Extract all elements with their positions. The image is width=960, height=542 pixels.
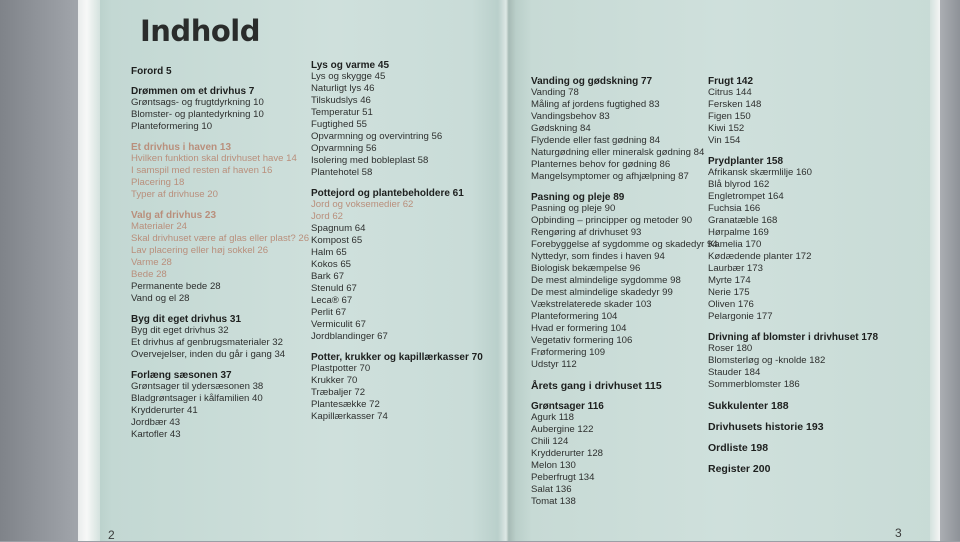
toc-entry: Planteformering 104 <box>531 311 618 322</box>
toc-section-heading: Vanding og gødskning 77 <box>531 76 653 87</box>
toc-entry: Jord og voksemedier 62 <box>311 199 414 210</box>
toc-section-heading: Pottejord og plantebeholdere 61 <box>311 188 464 199</box>
toc-entry: Krukker 70 <box>311 375 358 386</box>
toc-entry: Pasning og pleje 90 <box>531 203 616 214</box>
toc-entry: Naturligt lys 46 <box>311 83 375 94</box>
toc-entry: Myrte 174 <box>708 275 751 286</box>
toc-entry: Kamelia 170 <box>708 239 762 250</box>
toc-entry: Udstyr 112 <box>531 359 577 370</box>
toc-entry: Kiwi 152 <box>708 123 745 134</box>
toc-entry: Figen 150 <box>708 111 751 122</box>
toc-entry: Stenuld 67 <box>311 283 357 294</box>
toc-entry: Bede 28 <box>131 269 167 280</box>
toc-entry: Rengøring af drivhuset 93 <box>531 227 642 238</box>
toc-entry: Engletrompet 164 <box>708 191 784 202</box>
toc-entry: Granatæble 168 <box>708 215 778 226</box>
page-title: Indhold <box>140 14 260 48</box>
toc-entry: Halm 65 <box>311 247 347 258</box>
toc-entry: Isolering med bobleplast 58 <box>311 155 429 166</box>
toc-entry: Varme 28 <box>131 257 172 268</box>
toc-entry: Flydende eller fast gødning 84 <box>531 135 661 146</box>
toc-entry: Krydderurter 128 <box>531 448 603 459</box>
toc-section-heading: Frugt 142 <box>708 76 754 87</box>
toc-entry: Placering 18 <box>131 177 185 188</box>
toc-entry: Blå blyrod 162 <box>708 179 770 190</box>
toc-entry: Frøformering 109 <box>531 347 606 358</box>
toc-entry: Bladgrøntsager i kålfamilien 40 <box>131 393 263 404</box>
toc-entry: Kompost 65 <box>311 235 363 246</box>
toc-entry: De mest almindelige skadedyr 99 <box>531 287 673 298</box>
toc-entry: Laurbær 173 <box>708 263 763 274</box>
toc-entry: Roser 180 <box>708 343 753 354</box>
toc-entry: Kapillærkasser 74 <box>311 411 388 422</box>
toc-entry: Fuchsia 166 <box>708 203 761 214</box>
toc-column-4 <box>708 76 878 475</box>
toc-entry: Opvarmning 56 <box>311 143 377 154</box>
toc-entry: Aubergine 122 <box>531 424 594 435</box>
toc-entry: Forebyggelse af sygdomme og skadedyr 94 <box>531 239 718 250</box>
toc-entry: Materialer 24 <box>131 221 187 232</box>
page-edge-right <box>930 0 940 541</box>
toc-entry: Tilskudslys 46 <box>311 95 371 106</box>
toc-entry: Lav placering eller høj sokkel 26 <box>131 245 269 256</box>
toc-column-3 <box>531 76 718 508</box>
toc-entry: Pelargonie 177 <box>708 311 773 322</box>
toc-section-heading: Drømmen om et drivhus 7 <box>131 86 255 97</box>
toc-section-heading: Sukkulenter 188 <box>708 400 789 412</box>
toc-entry: Vækstrelaterede skader 103 <box>531 299 652 310</box>
toc-entry: Spagnum 64 <box>311 223 366 234</box>
toc-entry: Byg dit eget drivhus 32 <box>131 325 229 336</box>
toc-entry: Bark 67 <box>311 271 345 282</box>
toc-entry: Chili 124 <box>531 436 569 447</box>
toc-entry: Afrikansk skærmlilje 160 <box>708 167 812 178</box>
toc-entry: Salat 136 <box>531 484 572 495</box>
toc-entry: De mest almindelige sygdomme 98 <box>531 275 681 286</box>
toc-section-heading: Et drivhus i haven 13 <box>131 142 232 153</box>
toc-entry: Nyttedyr, som findes i haven 94 <box>531 251 665 262</box>
toc-entry: Nerie 175 <box>708 287 750 298</box>
toc-section-heading: Forlæng sæsonen 37 <box>131 370 232 381</box>
toc-entry: Oliven 176 <box>708 299 754 310</box>
toc-section-heading: Potter, krukker og kapillærkasser 70 <box>311 352 483 363</box>
toc-entry: Planternes behov for gødning 86 <box>531 159 671 170</box>
toc-section-heading: Prydplanter 158 <box>708 156 784 167</box>
toc-section-heading: Lys og varme 45 <box>311 60 390 71</box>
toc-entry: Agurk 118 <box>531 412 575 423</box>
page-edge-left <box>78 0 100 541</box>
toc-entry: Jordblandinger 67 <box>311 331 388 342</box>
toc-entry: Kødædende planter 172 <box>708 251 812 262</box>
toc-section-heading: Drivning af blomster i drivhuset 178 <box>708 332 879 343</box>
toc-entry: Vin 154 <box>708 135 741 146</box>
toc-entry: Krydderurter 41 <box>131 405 198 416</box>
toc-entry: Plantesække 72 <box>311 399 380 410</box>
toc-entry: Perlit 67 <box>311 307 347 318</box>
toc-entry: Hvad er formering 104 <box>531 323 627 334</box>
toc-section-heading: Forord 5 <box>131 66 172 77</box>
toc-entry: Fersken 148 <box>708 99 762 110</box>
toc-section-heading: Byg dit eget drivhus 31 <box>131 314 242 325</box>
toc-section-heading: Pasning og pleje 89 <box>531 192 625 203</box>
toc-entry: Planteformering 10 <box>131 121 213 132</box>
toc-entry: Peberfrugt 134 <box>531 472 595 483</box>
toc-entry: Plantehotel 58 <box>311 167 373 178</box>
toc-entry: Blomsterløg og -knolde 182 <box>708 355 826 366</box>
toc-entry: Fugtighed 55 <box>311 119 368 130</box>
toc-entry: Gødskning 84 <box>531 123 591 134</box>
toc-entry: Opvarmning og overvintring 56 <box>311 131 443 142</box>
toc-entry: Typer af drivhuse 20 <box>131 189 218 200</box>
toc-entry: Biologisk bekæmpelse 96 <box>531 263 641 274</box>
toc-entry: Plastpotter 70 <box>311 363 371 374</box>
toc-section-heading: Årets gang i drivhuset 115 <box>531 380 662 392</box>
page-number-left: 2 <box>108 528 115 542</box>
toc-entry: Melon 130 <box>531 460 576 471</box>
toc-entry: Mangelsymptomer og afhjælpning 87 <box>531 171 689 182</box>
toc-entry: Vandingsbehov 83 <box>531 111 610 122</box>
toc-section-heading: Register 200 <box>708 463 771 475</box>
toc-entry: Stauder 184 <box>708 367 761 378</box>
toc-entry: Blomster- og plantedyrkning 10 <box>131 109 264 120</box>
toc-entry: Grøntsager til ydersæsonen 38 <box>131 381 264 392</box>
page-number-right: 3 <box>895 526 902 540</box>
toc-section-heading: Valg af drivhus 23 <box>131 210 217 221</box>
toc-entry: Kartofler 43 <box>131 429 181 440</box>
toc-entry: Permanente bede 28 <box>131 281 221 292</box>
toc-entry: Kokos 65 <box>311 259 352 270</box>
toc-column-1 <box>131 66 309 441</box>
toc-entry: Vegetativ formering 106 <box>531 335 633 346</box>
book-gutter <box>498 0 516 541</box>
toc-entry: Hvilken funktion skal drivhuset have 14 <box>131 153 297 164</box>
toc-entry: Måling af jordens fugtighed 83 <box>531 99 660 110</box>
toc-section-heading: Ordliste 198 <box>708 442 769 454</box>
toc-entry: Træbaljer 72 <box>311 387 366 398</box>
toc-section-heading: Drivhusets historie 193 <box>708 421 824 433</box>
toc-entry: Skal drivhuset være af glas eller plast? 26 <box>131 233 310 244</box>
toc-entry: I samspil med resten af haven 16 <box>131 165 273 176</box>
toc-entry: Grøntsags- og frugtdyrkning 10 <box>131 97 264 108</box>
toc-entry: Lys og skygge 45 <box>311 71 386 82</box>
toc-entry: Jordbær 43 <box>131 417 181 428</box>
toc-entry: Overvejelser, inden du går i gang 34 <box>131 349 286 360</box>
toc-entry: Leca® 67 <box>311 295 353 306</box>
toc-entry: Vand og el 28 <box>131 293 190 304</box>
toc-section-heading: Grøntsager 116 <box>531 401 604 412</box>
toc-entry: Temperatur 51 <box>311 107 373 118</box>
toc-entry: Sommerblomster 186 <box>708 379 800 390</box>
toc-entry: Tomat 138 <box>531 496 576 507</box>
toc-entry: Naturgødning eller mineralsk gødning 84 <box>531 147 705 158</box>
toc-entry: Opbinding – principper og metoder 90 <box>531 215 693 226</box>
toc-entry: Et drivhus af genbrugsmaterialer 32 <box>131 337 283 348</box>
toc-entry: Citrus 144 <box>708 87 752 98</box>
toc-column-2 <box>311 60 483 423</box>
toc-entry: Vermiculit 67 <box>311 319 366 330</box>
toc-entry: Hørpalme 169 <box>708 227 769 238</box>
toc-entry: Jord 62 <box>311 211 343 222</box>
toc-entry: Vanding 78 <box>531 87 579 98</box>
background-left <box>0 0 80 541</box>
